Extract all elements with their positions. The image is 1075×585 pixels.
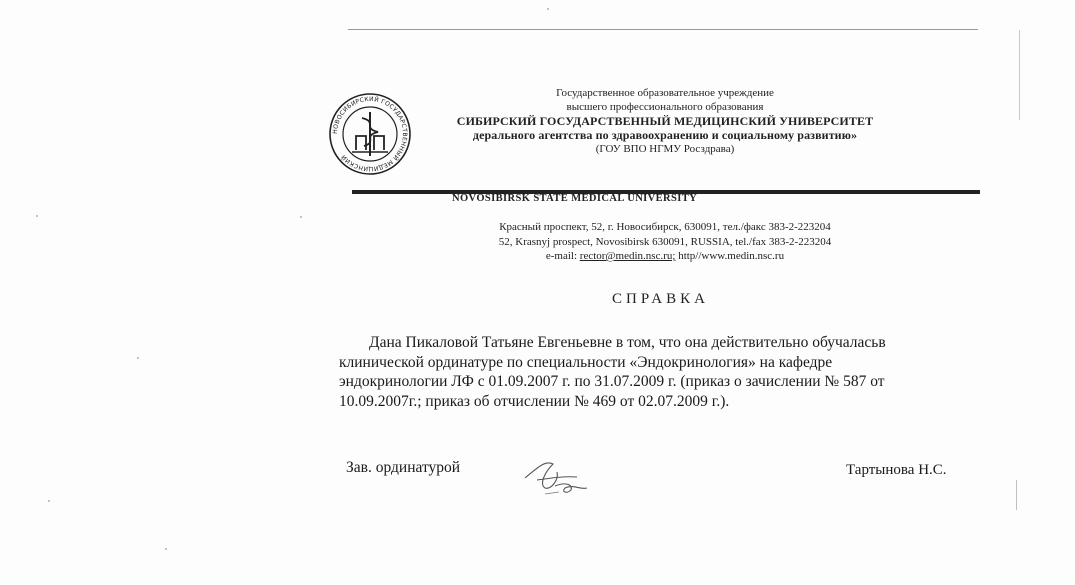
email-link[interactable]: rector@medin.nsc.ru; bbox=[579, 250, 676, 262]
contact-line bbox=[400, 249, 930, 264]
university-name-en: NOVOSIBIRSK STATE MEDICAL UNIVERSITY bbox=[452, 193, 698, 204]
body-line: Дана Пикаловой Татьяне Евгеньевне в том, что она действительно обучаласьв bbox=[369, 334, 886, 351]
scan-speck bbox=[48, 500, 50, 502]
website-text[interactable]: http//www.medin.nsc.ru bbox=[678, 250, 785, 262]
body-line: эндокринологии ЛФ с 01.09.2007 г. по 31.07.2009 г. (приказ о зачислении № 587 от bbox=[339, 373, 885, 390]
university-name-ru: СИБИРСКИЙ ГОСУДАРСТВЕННЫЙ МЕДИЦИНСКИЙ УНИВЕРСИТЕТ bbox=[456, 114, 874, 128]
svg-text:НОВОСИБИРСКИЙ ГОСУДАРСТВЕННЫЙ: НОВОСИБИРСКИЙ ГОСУДАРСТВЕННЫЙ МЕДИЦИНСКИЙ bbox=[331, 95, 409, 173]
institution-header bbox=[400, 86, 930, 156]
scan-speck bbox=[165, 548, 167, 550]
address-en: 52, Krasnyj prospect, Novosibirsk 630091, RUSSIA, tel./fax 383-2-223204 bbox=[498, 235, 832, 248]
body-line: клинической ординатуре по специальности «Эндокринология» на кафедре bbox=[339, 353, 833, 371]
scan-speck bbox=[547, 8, 549, 10]
header-line: высшего профессионального образования bbox=[566, 101, 764, 113]
signatory-name: Тартынова Н.С. bbox=[846, 462, 947, 478]
scan-speck bbox=[300, 216, 302, 218]
top-rule bbox=[348, 29, 978, 30]
address-ru: Красный проспект, 52, г. Новосибирск, 630091, тел./факс 383-2-223204 bbox=[499, 221, 831, 233]
scan-edge bbox=[1016, 480, 1017, 510]
email-label: e-mail: bbox=[545, 250, 578, 262]
body-line: 10.09.2007г.; приказ об отчислении № 469 от 02.07.2009 г.). bbox=[339, 392, 730, 410]
scan-edge bbox=[1019, 30, 1020, 120]
scan-speck bbox=[137, 357, 139, 359]
handwritten-signature bbox=[515, 450, 595, 500]
scan-speck bbox=[36, 215, 38, 217]
signatory-position: Зав. ординатурой bbox=[346, 459, 461, 476]
header-line: Государственное образовательное учреждение bbox=[556, 87, 774, 99]
certificate-body bbox=[339, 333, 996, 411]
agency-line: дерального агентства по здравоохранению и социальному развитию» bbox=[472, 128, 858, 142]
abbreviation-line: (ГОУ ВПО НГМУ Росздрава) bbox=[595, 143, 735, 155]
address-block bbox=[400, 220, 930, 264]
document-title: СПРАВКА bbox=[612, 291, 709, 307]
